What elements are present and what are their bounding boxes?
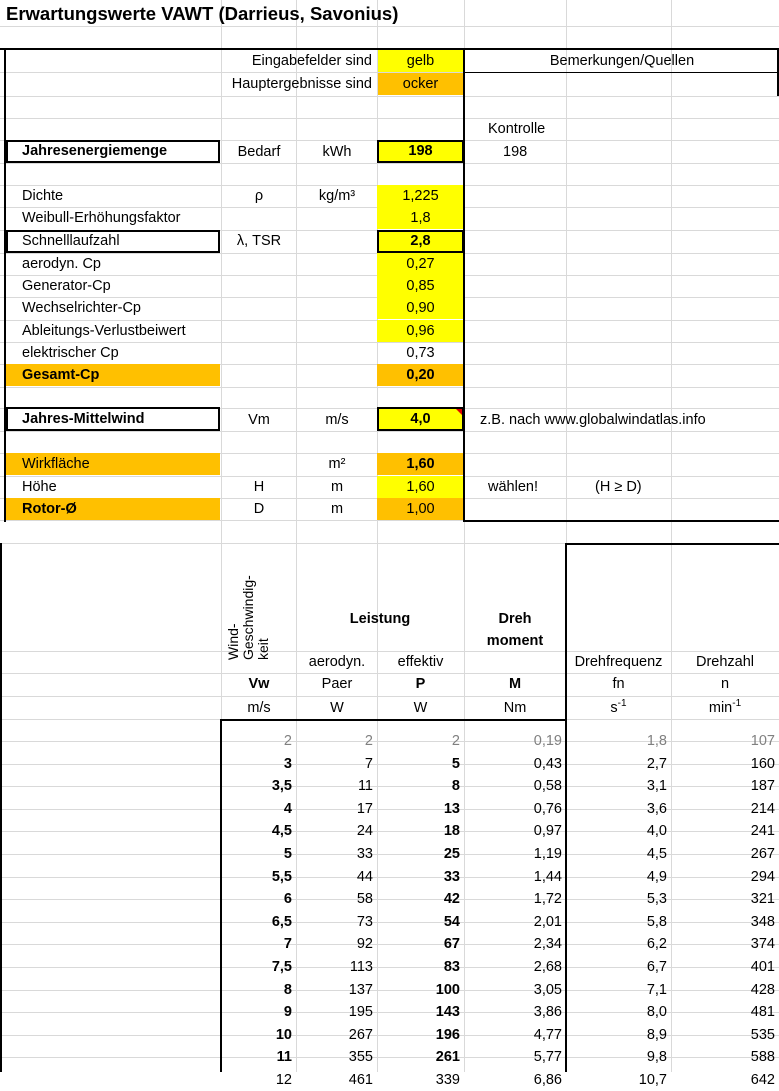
- cell-n: 588: [750, 1049, 775, 1066]
- wind-label: Jahres-Mittelwind: [6, 407, 220, 431]
- paer-symbol: Paer: [321, 676, 353, 692]
- cell-fn: 1,8: [646, 733, 667, 749]
- energy-label: Jahresenergiemenge: [6, 140, 220, 163]
- border-line: [566, 543, 779, 545]
- n-unit: [671, 697, 779, 719]
- electric-cp-label: elektrischer Cp: [22, 345, 119, 361]
- cell-fn: 10,7: [638, 1072, 667, 1088]
- cell-n: 214: [750, 800, 775, 817]
- cell-vw: 9: [283, 1004, 292, 1021]
- border-line: [0, 543, 2, 1072]
- cell-m: 1,19: [533, 846, 562, 862]
- density-unit: kg/m³: [318, 188, 356, 204]
- cell-n: 187: [750, 778, 775, 795]
- cell-fn: 3,6: [646, 800, 667, 817]
- height-unit: m: [330, 479, 344, 495]
- total-cp-value: 0,20: [377, 364, 464, 386]
- electric-cp-value: 0,73: [406, 345, 435, 361]
- cell-paer: 44: [356, 868, 373, 885]
- comment-marker-icon[interactable]: [456, 409, 462, 415]
- rotor-diameter-unit: m: [330, 501, 344, 517]
- cell-n: 107: [750, 733, 775, 749]
- wind-remark: z.B. nach www.globalwindatlas.info: [480, 412, 706, 428]
- paer-unit: W: [330, 700, 344, 716]
- cell-vw: 8: [283, 981, 292, 998]
- cell-p: 25: [443, 846, 460, 862]
- cell-fn: 5,3: [646, 891, 667, 908]
- weibull-factor-value[interactable]: 1,8: [377, 207, 464, 229]
- cell-fn: 9,8: [646, 1049, 667, 1066]
- power-header: Leistung: [349, 611, 411, 627]
- cell-paer: 2: [364, 733, 373, 749]
- cell-m: 2,34: [533, 936, 562, 953]
- cell-m: 1,72: [533, 891, 562, 908]
- height-remark: wählen!: [488, 479, 538, 495]
- cell-fn: 5,8: [646, 913, 667, 930]
- wind-symbol: Vm: [248, 412, 270, 428]
- height-value[interactable]: 1,60: [377, 476, 464, 498]
- cell-paer: 17: [356, 800, 373, 817]
- border-line: [464, 72, 779, 73]
- cell-fn: 8,0: [646, 1004, 667, 1021]
- cell-p: 8: [451, 778, 460, 795]
- border-line: [463, 48, 465, 522]
- border-line: [0, 48, 779, 50]
- aerodyn-subheader: aerodyn.: [308, 654, 366, 670]
- cell-m: 3,86: [533, 1004, 562, 1021]
- rotor-diameter-label: Rotor-Ø: [6, 498, 220, 520]
- height-remark-2: (H ≥ D): [595, 479, 642, 495]
- cell-n: 401: [750, 959, 775, 975]
- cell-paer: 113: [349, 959, 373, 975]
- input-legend-label: Eingabefelder sind: [251, 53, 372, 69]
- cell-fn: 7,1: [646, 981, 667, 998]
- n-unit-exponent: -1: [732, 698, 742, 710]
- cell-n: 374: [750, 936, 775, 953]
- cell-paer: 7: [364, 755, 373, 772]
- result-legend-swatch[interactable]: ocker: [378, 73, 463, 95]
- inverter-cp-value[interactable]: 0,90: [377, 297, 464, 319]
- height-symbol: H: [253, 479, 265, 495]
- n-unit-base: min: [708, 700, 733, 716]
- torque-header-2: moment: [486, 633, 544, 649]
- cell-p: 33: [443, 868, 460, 885]
- cell-n: 642: [750, 1072, 775, 1088]
- cell-m: 0,43: [533, 755, 562, 772]
- cell-m: 4,77: [533, 1026, 562, 1043]
- input-legend-swatch[interactable]: gelb: [378, 50, 463, 72]
- wind-unit: m/s: [325, 412, 349, 428]
- effective-area-label: Wirkfläche: [6, 453, 220, 475]
- drehzahl-subheader: Drehzahl: [695, 654, 755, 670]
- cell-m: 2,68: [533, 959, 562, 975]
- cell-vw: 4,5: [271, 823, 292, 840]
- cell-p: 100: [435, 981, 460, 998]
- check-value: 198: [503, 144, 528, 160]
- cell-n: 428: [750, 981, 775, 998]
- cell-vw: 7,5: [271, 959, 292, 975]
- cell-p: 54: [443, 913, 460, 930]
- cell-vw: 7: [283, 936, 292, 953]
- cell-m: 5,77: [533, 1049, 562, 1066]
- wind-input[interactable]: [377, 407, 464, 431]
- torque-header-1: Dreh: [498, 611, 532, 627]
- gridline-h: [0, 163, 779, 164]
- fn-unit-base: s: [610, 700, 618, 716]
- cell-paer: 92: [356, 936, 373, 953]
- cell-p: 13: [443, 800, 460, 817]
- cell-p: 67: [443, 936, 460, 953]
- cell-vw: 5,5: [271, 868, 292, 885]
- cell-p: 5: [451, 755, 460, 772]
- cell-vw: 3,5: [271, 778, 292, 795]
- cell-m: 0,58: [533, 778, 562, 795]
- cell-fn: 4,9: [646, 868, 667, 885]
- m-symbol: M: [508, 676, 522, 692]
- cell-m: 1,44: [533, 868, 562, 885]
- density-value[interactable]: 1,225: [377, 185, 464, 207]
- cell-paer: 355: [348, 1049, 373, 1066]
- border-line: [565, 543, 567, 1072]
- cell-n: 267: [750, 846, 775, 862]
- result-legend-label: Hauptergebnisse sind: [231, 76, 372, 92]
- cell-n: 481: [750, 1004, 775, 1021]
- n-symbol: n: [720, 676, 730, 692]
- cell-p: 2: [451, 733, 460, 749]
- cell-fn: 3,1: [646, 778, 667, 795]
- fn-unit-exponent: -1: [617, 698, 627, 710]
- density-label: Dichte: [22, 188, 64, 204]
- aero-cp-label: aerodyn. Cp: [22, 256, 101, 272]
- aero-cp-value[interactable]: 0,27: [377, 253, 464, 275]
- generator-cp-label: Generator-Cp: [22, 278, 111, 294]
- tip-speed-ratio-value[interactable]: 2,8: [377, 230, 464, 253]
- cell-fn: 6,7: [646, 959, 667, 975]
- vw-symbol: Vw: [248, 676, 270, 692]
- rotor-diameter-symbol: D: [253, 501, 265, 517]
- cell-p: 261: [435, 1049, 460, 1066]
- cell-vw: 5: [283, 846, 292, 862]
- cell-fn: 2,7: [646, 755, 667, 772]
- loss-coefficient-label: Ableitungs-Verlustbeiwert: [22, 323, 186, 339]
- loss-coefficient-value[interactable]: 0,96: [377, 320, 464, 342]
- check-label: Kontrolle: [488, 121, 546, 137]
- cell-m: 0,76: [533, 800, 562, 817]
- fn-unit: [566, 697, 671, 719]
- p-unit: W: [413, 700, 428, 716]
- border-line: [220, 719, 566, 721]
- cell-n: 535: [750, 1026, 775, 1043]
- cell-vw: 2: [283, 733, 292, 749]
- density-symbol: ρ: [254, 188, 264, 204]
- cell-vw: 6,5: [271, 913, 292, 930]
- cell-m: 0,97: [533, 823, 562, 840]
- cell-p: 83: [443, 959, 460, 975]
- drehfrequenz-subheader: Drehfrequenz: [574, 654, 663, 670]
- p-symbol: P: [415, 676, 426, 692]
- effective-area-unit: m²: [328, 456, 346, 472]
- cell-p: 143: [435, 1004, 460, 1021]
- gridline-h: [0, 387, 779, 388]
- gridline-h: [0, 96, 779, 97]
- border-line: [4, 48, 6, 522]
- generator-cp-value[interactable]: 0,85: [377, 275, 464, 297]
- wind-speed-header: Wind- Geschwindig- keit: [225, 575, 271, 660]
- cell-vw: 12: [275, 1072, 292, 1088]
- energy-input[interactable]: 198: [377, 140, 464, 163]
- energy-symbol: Bedarf: [237, 144, 281, 160]
- cell-m: 6,86: [533, 1072, 562, 1088]
- fn-symbol: fn: [612, 676, 625, 692]
- remarks-header: Bemerkungen/Quellen: [549, 53, 695, 69]
- gridline-h: [0, 118, 779, 119]
- cell-m: 2,01: [533, 913, 562, 930]
- cell-fn: 8,9: [646, 1026, 667, 1043]
- cell-paer: 33: [356, 846, 373, 862]
- cell-n: 241: [750, 823, 775, 840]
- wind-value: 4,0: [410, 411, 431, 427]
- cell-vw: 6: [283, 891, 292, 908]
- cell-paer: 461: [348, 1072, 373, 1088]
- cell-p: 339: [435, 1072, 460, 1088]
- rotor-diameter-value: 1,00: [377, 498, 464, 520]
- cell-vw: 10: [275, 1026, 292, 1043]
- tip-speed-ratio-symbol: λ, TSR: [236, 233, 282, 249]
- cell-p: 42: [443, 891, 460, 908]
- cell-paer: 73: [356, 913, 373, 930]
- border-line: [220, 719, 222, 1072]
- cell-m: 0,19: [533, 733, 562, 749]
- vw-unit: m/s: [247, 700, 271, 716]
- cell-m: 3,05: [533, 981, 562, 998]
- height-label: Höhe: [22, 479, 57, 495]
- sheet-title: Erwartungswerte VAWT (Darrieus, Savonius): [6, 3, 399, 24]
- cell-fn: 6,2: [646, 936, 667, 953]
- cell-paer: 11: [357, 778, 373, 795]
- effektiv-subheader: effektiv: [397, 654, 444, 670]
- cell-vw: 4: [283, 800, 292, 817]
- total-cp-label: Gesamt-Cp: [6, 364, 220, 386]
- gridline-h: [0, 431, 779, 432]
- cell-paer: 58: [356, 891, 373, 908]
- cell-p: 196: [435, 1026, 460, 1043]
- cell-paer: 137: [348, 981, 373, 998]
- cell-n: 160: [750, 755, 775, 772]
- cell-vw: 3: [283, 755, 292, 772]
- tip-speed-ratio-label: Schnelllaufzahl: [6, 230, 220, 253]
- cell-paer: 267: [348, 1026, 373, 1043]
- cell-n: 321: [750, 891, 775, 908]
- inverter-cp-label: Wechselrichter-Cp: [22, 300, 141, 316]
- cell-n: 294: [750, 868, 775, 885]
- weibull-factor-label: Weibull-Erhöhungsfaktor: [22, 210, 181, 226]
- border-line: [464, 520, 779, 522]
- cell-fn: 4,0: [646, 823, 667, 840]
- effective-area-value: 1,60: [377, 453, 464, 475]
- energy-unit: kWh: [322, 144, 352, 160]
- cell-n: 348: [750, 913, 775, 930]
- cell-paer: 195: [348, 1004, 373, 1021]
- cell-fn: 4,5: [646, 846, 667, 862]
- cell-p: 18: [443, 823, 460, 840]
- m-unit: Nm: [503, 700, 527, 716]
- gridline-h: [0, 26, 779, 27]
- cell-paer: 24: [356, 823, 373, 840]
- cell-vw: 11: [276, 1049, 292, 1066]
